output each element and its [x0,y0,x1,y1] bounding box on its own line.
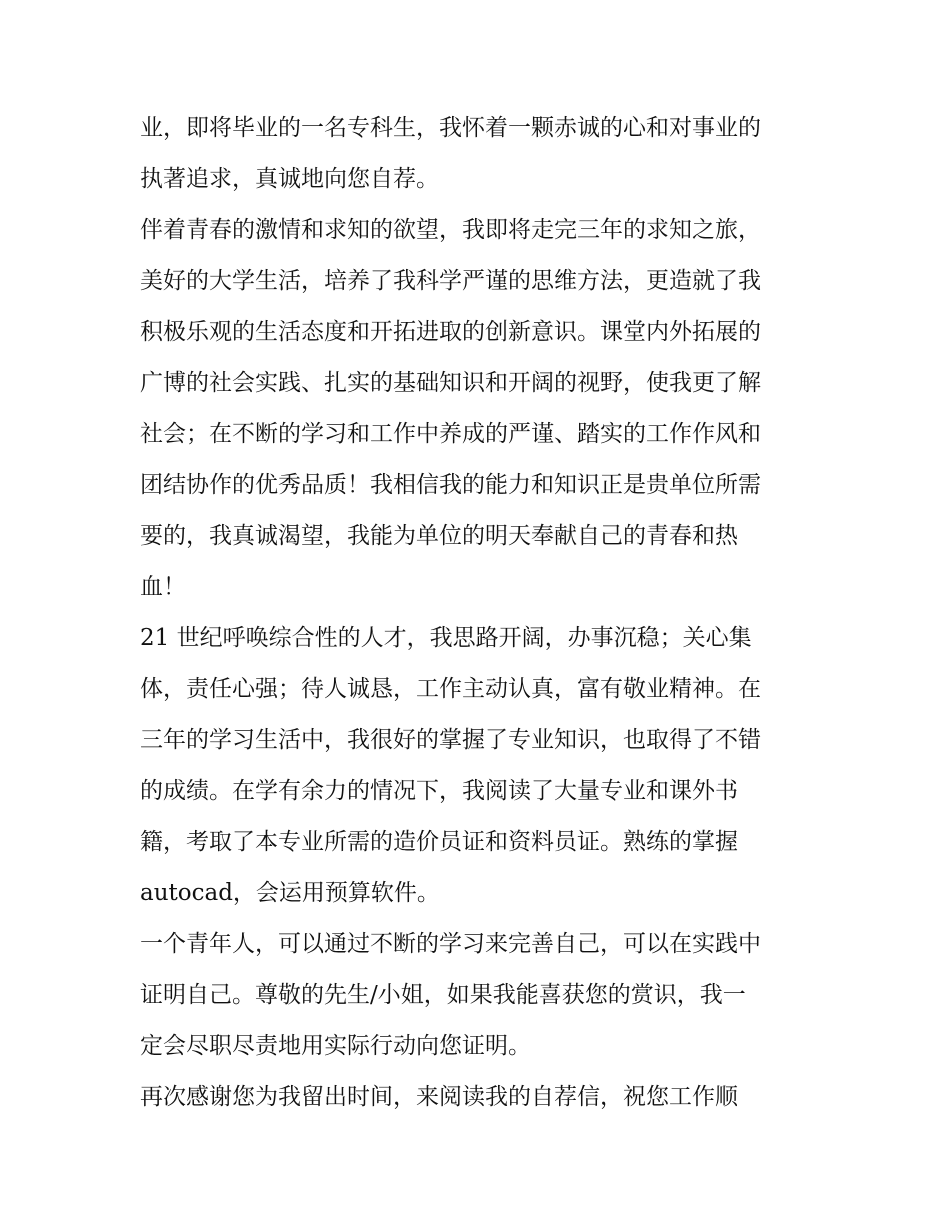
text-line: 伴着青春的激情和求知的欲望，我即将走完三年的求知之旅， [140,217,761,243]
text-line: 一个青年人，可以通过不断的学习来完善自己，可以在实践中 [140,931,761,957]
text-line: 美好的大学生活，培养了我科学严谨的思维方法，更造就了我 [140,268,761,294]
text-line: 三年的学习生活中，我很好的掌握了专业知识，也取得了不错 [140,727,761,753]
paragraph [140,205,820,613]
text-line: autocad，会运用预算软件。 [140,880,440,906]
text-line: 籍，考取了本专业所需的造价员证和资料员证。熟练的掌握 [140,829,738,855]
text-line: 广博的社会实践、扎实的基础知识和开阔的视野，使我更了解 [140,370,761,396]
text-line: 血！ [140,574,186,600]
document-body [140,103,820,1123]
text-line: 定会尽职尽责地用实际行动向您证明。 [140,1033,531,1059]
text-line: 执著追求，真诚地向您自荐。 [140,166,439,192]
text-line: 的成绩。在学有余力的情况下，我阅读了大量专业和课外书 [140,778,738,804]
paragraph [140,613,820,919]
text-line: 证明自己。尊敬的先生/小姐，如果我能喜获您的赏识，我一 [140,982,746,1008]
paragraph [140,1072,820,1123]
text-line: 社会；在不断的学习和工作中养成的严谨、踏实的工作作风和 [140,421,761,447]
text-line: 积极乐观的生活态度和开拓进取的创新意识。课堂内外拓展的 [140,319,761,345]
text-line: 体，责任心强；待人诚恳，工作主动认真，富有敬业精神。在 [140,676,761,702]
text-line: 21 世纪呼唤综合性的人才，我思路开阔，办事沉稳；关心集 [140,625,752,651]
text-line: 要的，我真诚渴望，我能为单位的明天奉献自己的青春和热 [140,523,738,549]
text-line: 团结协作的优秀品质！我相信我的能力和知识正是贵单位所需 [140,472,761,498]
text-line: 业，即将毕业的一名专科生，我怀着一颗赤诚的心和对事业的 [140,115,761,141]
paragraph [140,919,820,1072]
text-line: 再次感谢您为我留出时间，来阅读我的自荐信，祝您工作顺 [140,1084,738,1110]
paragraph [140,103,820,205]
